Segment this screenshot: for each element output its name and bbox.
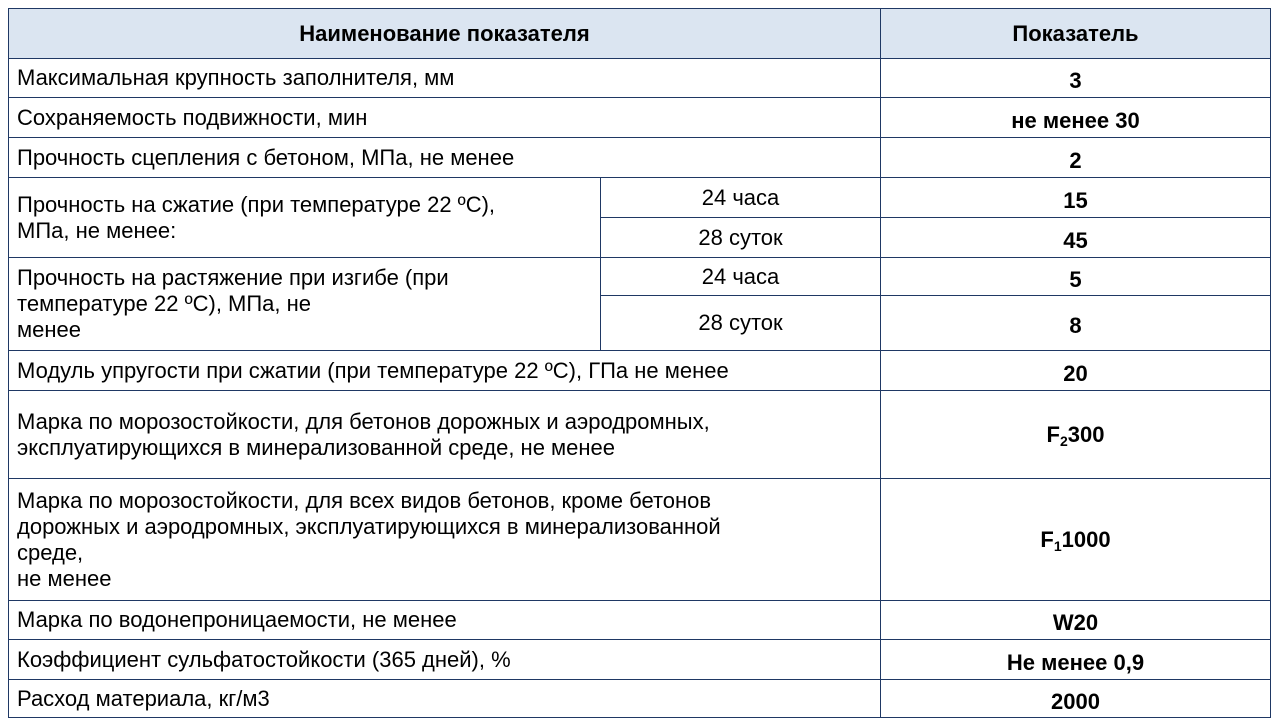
parameter-value: Не менее 0,9 [881,640,1271,680]
parameter-value: не менее 30 [881,98,1271,138]
header-parameter-value: Показатель [881,9,1271,59]
parameter-name: Прочность на сжатие (при температуре 22 ºС), МПа, не менее: [9,178,601,258]
parameter-name: Максимальная крупность заполнителя, мм [9,59,881,98]
parameter-value: 20 [881,351,1271,391]
table-row [9,391,1271,479]
parameter-name: Расход материала, кг/м3 [9,680,881,718]
parameter-name: Марка по водонепроницаемости, не менее [9,601,881,640]
parameter-name: Марка по морозостойкости, для всех видов бетонов, кроме бетонов дорожных и аэродромных, эксплуатирующихся в минерализованной среде, не менее [9,479,881,601]
table-row [9,680,1271,718]
parameter-name: Сохраняемость подвижности, мин [9,98,881,138]
parameter-value: $F_11000$ [881,479,1271,601]
table-row [9,601,1271,640]
parameter-name: Марка по морозостойкости, для бетонов дорожных и аэродромных, эксплуатирующихся в минерализованной среде, не менее [9,391,881,479]
parameter-name: Коэффициент сульфатостойкости (365 дней), % [9,640,881,680]
table-row [9,178,1271,218]
parameter-value: 45 [881,218,1271,258]
table-header-row [9,9,1271,59]
parameter-value: $F_2300$ [881,391,1271,479]
table-row [9,98,1271,138]
parameter-name: Модуль упругости при сжатии (при температуре 22 ºС), ГПа не менее [9,351,881,391]
parameter-value: W20 [881,601,1271,640]
table-row [9,351,1271,391]
table-row [9,258,1271,296]
condition-label: 28 суток [601,296,881,351]
table-row [9,640,1271,680]
condition-label: 24 часа [601,178,881,218]
parameter-value: 2000 [881,680,1271,718]
table-row [9,479,1271,601]
parameter-value: 8 [881,296,1271,351]
condition-label: 28 суток [601,218,881,258]
parameter-value: 5 [881,258,1271,296]
table-row [9,138,1271,178]
parameter-value: 2 [881,138,1271,178]
condition-label: 24 часа [601,258,881,296]
parameter-value: 15 [881,178,1271,218]
specifications-table [8,8,1271,718]
table-row [9,59,1271,98]
header-parameter-name: Наименование показателя [9,9,881,59]
parameter-name: Прочность сцепления с бетоном, МПа, не менее [9,138,881,178]
parameter-name: Прочность на растяжение при изгибе (при температуре 22 ºС), МПа, не менее [9,258,601,351]
parameter-value: 3 [881,59,1271,98]
